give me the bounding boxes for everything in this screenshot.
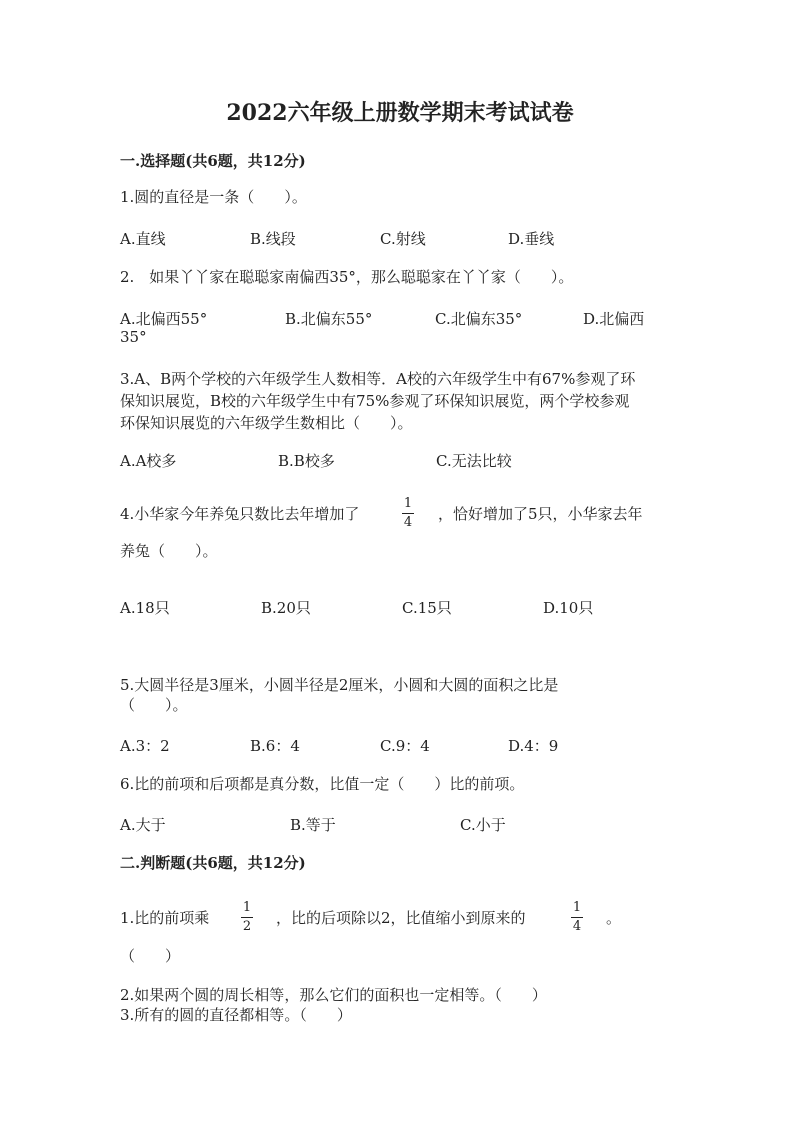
- question-5-line-1: 5.大圆半径是3厘米，小圆半径是2厘米，小圆和大圆的面积之比是: [120, 676, 559, 694]
- judgement-1-before: 1.比的前项乘: [120, 909, 210, 927]
- question-6: 6.比的前项和后项都是真分数，比值一定（ ）比的前项。: [120, 775, 525, 793]
- q3-option-b: B.B校多: [278, 452, 335, 470]
- q6-option-c: C.小于: [460, 816, 506, 834]
- q4-option-a: A.18只: [120, 599, 170, 617]
- q6-option-a: A.大于: [120, 816, 166, 834]
- fraction-bar: [571, 917, 583, 918]
- q4-option-d: D.10只: [543, 599, 594, 617]
- q4-fraction: [402, 496, 414, 531]
- page-title: 2022六年级上册数学期末考试试卷: [226, 100, 574, 126]
- q5-option-c: C.9：4: [380, 737, 430, 755]
- question-3-line-1: 3.A、B两个学校的六年级学生人数相等．A校的六年级学生中有67%参观了环: [120, 370, 636, 388]
- j1-fraction-1: [241, 900, 253, 935]
- q1-option-b: B.线段: [250, 230, 296, 248]
- q1-option-d: D.垂线: [508, 230, 555, 248]
- judgement-3: 3.所有的圆的直径都相等。（ ）: [120, 1006, 352, 1024]
- q4-option-c: C.15只: [402, 599, 452, 617]
- j1-fraction-2: [571, 900, 583, 935]
- q1-option-c: C.射线: [380, 230, 426, 248]
- judgement-2: 2.如果两个圆的周长相等，那么它们的面积也一定相等。（ ）: [120, 986, 547, 1004]
- q2-option-a: A.北偏西55°: [120, 310, 208, 328]
- q3-option-a: A.A校多: [120, 452, 177, 470]
- fraction-bar: [402, 513, 414, 514]
- j1-fraction-2-numerator: 1: [572, 900, 582, 915]
- question-1: 1.圆的直径是一条（ ）。: [120, 188, 307, 206]
- judgement-1-middle: ，比的后项除以2，比值缩小到原来的: [276, 909, 526, 927]
- q2-option-d-wrap: 35°: [120, 328, 147, 346]
- q4-fraction-denominator: 4: [403, 515, 413, 530]
- section-heading-choice: 一.选择题(共6题，共12分): [120, 152, 306, 170]
- judgement-1-line-2: （ ）: [120, 947, 181, 965]
- question-2: 2. 如果丫丫家在聪聪家南偏西35°，那么聪聪家在丫丫家（ ）。: [120, 268, 574, 286]
- question-5-line-2: （ ）。: [120, 696, 188, 714]
- section-heading-judgement: 二.判断题(共6题，共12分): [120, 854, 306, 872]
- judgement-1-end: 。: [606, 909, 622, 927]
- q2-option-d: D.北偏西: [583, 310, 645, 328]
- q3-option-c: C.无法比较: [436, 452, 512, 470]
- question-3-line-3: 环保知识展览的六年级学生数相比（ ）。: [120, 414, 413, 432]
- q2-option-b: B.北偏东55°: [285, 310, 373, 328]
- question-4-after: ，恰好增加了5只，小华家去年: [438, 505, 643, 523]
- q5-option-a: A.3：2: [120, 737, 170, 755]
- j1-fraction-1-denominator: 2: [242, 919, 252, 934]
- q2-option-c: C.北偏东35°: [435, 310, 523, 328]
- question-4-before: 4.小华家今年养兔只数比去年增加了: [120, 505, 360, 523]
- q4-option-b: B.20只: [261, 599, 311, 617]
- j1-fraction-2-denominator: 4: [572, 919, 582, 934]
- question-4-line-2: 养兔（ ）。: [120, 542, 218, 560]
- fraction-bar: [241, 917, 253, 918]
- q6-option-b: B.等于: [290, 816, 336, 834]
- q5-option-d: D.4：9: [508, 737, 559, 755]
- j1-fraction-1-numerator: 1: [242, 900, 252, 915]
- question-3-line-2: 保知识展览，B校的六年级学生中有75%参观了环保知识展览，两个学校参观: [120, 392, 630, 410]
- q1-option-a: A.直线: [120, 230, 166, 248]
- q4-fraction-numerator: 1: [403, 496, 413, 511]
- q5-option-b: B.6：4: [250, 737, 300, 755]
